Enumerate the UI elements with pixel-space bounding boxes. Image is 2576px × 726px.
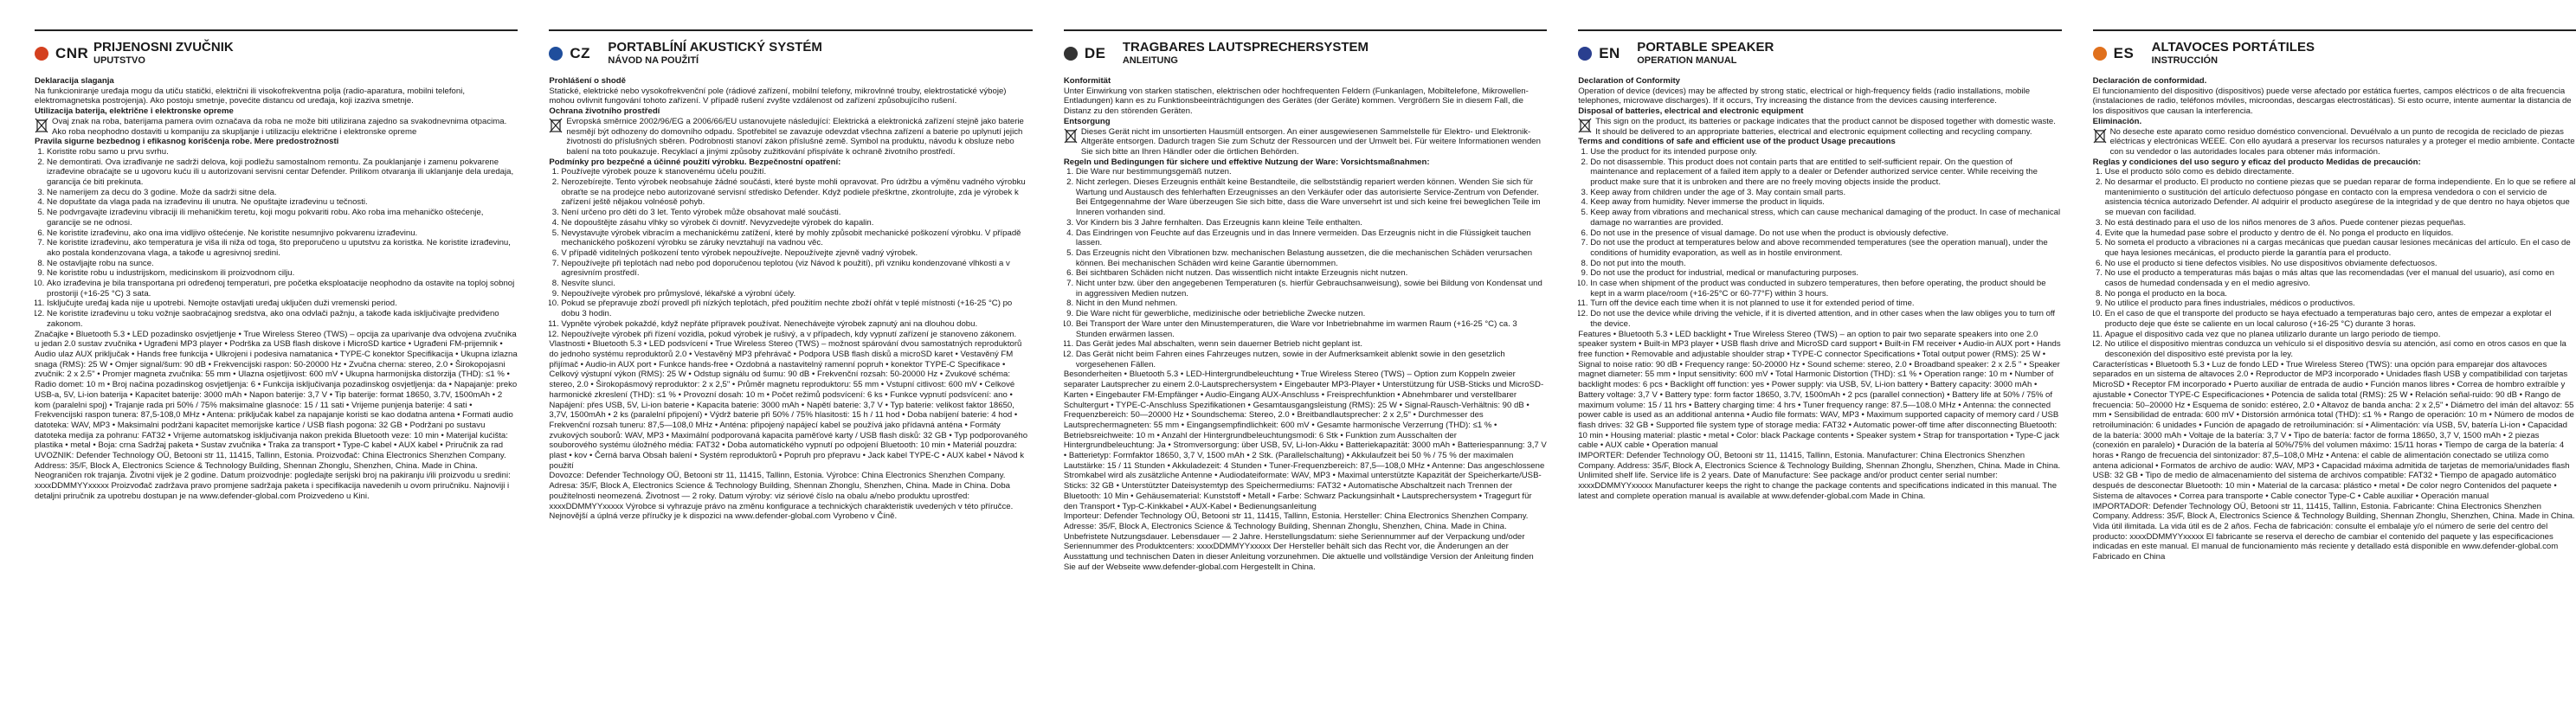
safety-item: 3. No está destinado para el uso de los niños menores de 3 años. Puede contener piezas pequeñas. — [2105, 218, 2576, 228]
specifications-text: Vlastnosti • Bluetooth 5.3 • LED podsvícení • True Wireless Stereo (TWS) – možnost spárování dvou samostatných reproduktorů do jednoho systému reproduktorů 2.0 • Vestavěný MP3 přehrávač • Podpora USB flash disků a microSD karet • Vestavěný FM přijímač • Audio-in AUX port • Funkce hands-free • Ozdobná a nastavitelný ramenní popruh • konektor TYPE-C Specifikace • Celkový výstupní výkon (RMS): 25 W • Odstup signálu od šumu: 90 dB • Frekvenční rozsah: 50-20000 Hz • Zvukové schéma: stereo, 2.0 • Širokopásmový reproduktor: 2 x 2,5" • Průměr magnetu reproduktoru: 55 mm • Vstupní citlivost: 600 mV • Celkové harmonické zkreslení (THD): ≤1 % • Provozní dosah: 10 m • Počet režimů podsvícení: 6 ks • Funkce vypnutí podsvícení: ano • Napájení: přes USB, 5V, Li-ion baterie • Kapacita baterie: 3000 mAh • Napětí baterie: 3,7 V • Typ baterie: velikost faktor 18650, 3,7V, 1500mAh • 2 ks (paralelní připojení) • Výdrž baterie při 50% / 75% hlasitosti: 15 h / 11 hod • Doba nabíjení baterie: 4 hod • Frekvenční rozsah tuneru: 87,5—108,0 MHz • Anténa: připojený napájecí kabel se používá jako přídavná anténa • Formáty zvukových souborů: WAV, MP3 • Maximální podporovaná kapacita paměťové karty / USB flash disků: 32 GB • Typ podporovaného souborového systému úložného média: FAT32 • Doba automatického vypnutí po odpojení Bluetooth: 10 min • Materiál pouzdra: plast • kov • Černá barva Obsah balení • Systém reproduktorů • Popruh pro přepravu • Jack kabel TYPE-C • AUX kabel • Návod k použití — [549, 339, 1028, 471]
column-header — [549, 29, 1032, 71]
language-code: ES — [2113, 45, 2135, 61]
safety-item: 8. Ne ostavljajte robu na sunce. — [47, 259, 518, 269]
safety-item: 9. Nepoužívejte výrobek pro průmyslové, lékařské a výrobní účely. — [561, 289, 1032, 299]
safety-item: 8. No ponga el producto en la boca. — [2105, 289, 2576, 299]
safety-heading: Podmínky pro bezpečné a účinné použití výrobku. Bezpečnostní opatření: — [549, 157, 841, 167]
disposal-block — [1578, 117, 2061, 137]
declaration-heading: Declaration of Conformity — [1578, 76, 1681, 86]
safety-item: 4. Ne dopouštějte zásahu vlhky so výrobek či dovnitř. Nevyzvedejte výrobek do kapalin. — [561, 218, 1032, 228]
manufacturer-info: IMPORTADOR: Defender Technology OÜ, Betooni str 11, 11415, Tallinn, Estonia. Fabricante: China Electronics Shenzhen Company. Address: 35/F, Block A, Electronics Science & Technology Building, Shennan Zhonglu, Shenzhen, China. Made in China. Vida útil ilimitada. La vida útil es de 2 años. Fecha de fabricación: consulte el embalaje y/o el número de serie del centro del producto: xxxxDDMMYYxxxxx El fabricante se reserva el derecho de cambiar el contenido del paquete y las especificaciones indicadas en este manual. El manual de funcionamiento más reciente y detallado está disponible en www.defender-global.com Fabricado en China — [2092, 501, 2575, 562]
safety-item: 12. Do not use the device while driving the vehicle, if it is diverted attention, and in other cases when the law obliges you to turn off the device. — [1590, 309, 2061, 329]
declaration-heading: Declaración de conformidad. — [2092, 76, 2207, 86]
safety-item: 10. Ako izrađevina je bila transportana pri određenoj temperaturi, pre početka eksploatacije neophodno da ostavite na toploj sobnoj prostoriji (+16-25 °C) 3 sata. — [47, 279, 518, 299]
disposal-text: No deseche este aparato como residuo doméstico convencional. Devuélvalo a un punto de recogida de reciclado de piezas eléctricas y electrónicas WEEE. Con ello ayudará a preservar los recursos naturales y a proteger el medio ambiente. Contacte con su vendedor o las autoridades locales para obtener más información. — [2109, 126, 2575, 157]
manufacturer-info: Dovozce: Defender Technology OÜ, Betooni str 11, 11415, Tallinn, Estonia. Výrobce: China Electronics Shenzhen Company. Adresa: 35/F, Block A, Electronics Science & Technology Building, Shennan Zhonglu, Shenzhen, China. Made in China. Doba použitelnosti neomezená. Životnost — 2 roky. Datum výroby: viz sériové číslo na obalu a/nebo produktu uprostřed: xxxxDDMMYYxxxxx Výrobce si vyhrazuje právo na změnu konfigurace a technických charakteristik uvedených v této příručce. Nejnovější a úplná verze příručky je k dispozici na www.defender-global.com Vyrobeno v Číně. — [549, 471, 1014, 522]
disposal-heading: Ochrana životního prostředí — [549, 106, 660, 117]
safety-item: 11. Isključujte uređaj kada nije u upotrebi. Nemojte ostavljati uređaj uključen duži vremenski period. — [47, 299, 518, 309]
specifications-text: Besonderheiten • Bluetooth 5.3 • LED-Hintergrundbeleuchtung • True Wireless Stereo (TWS) – Option zum Koppeln zweier separater Lautsprecher zu einem 2.0-Lautsprechersystem • Eingebauter MP3-Player • Unterstützung für USB-Sticks und MicroSD-Karten • Eingebauter FM-Empfänger • Audio-Eingang AUX-Anschluss • Freisprechfunktion • Abnehmbarer und verstellbarer Schultergurt • TYPE-C-Anschluss Spezifikationen • Gesamtausgangsleistung (RMS): 25 W • Signal-Rausch-Verhältnis: 90 dB • Frequenzbereich: 50—20000 Hz • Soundschema: Stereo, 2.0 • Breitbandlautsprecher: 2 x 2,5" • Durchmesser des Lautsprechermagneten: 55 mm • Eingangsempfindlichkeit: 600 mV • Gesamte harmonische Verzerrung (THD): ≤1 % • Betriebsreichweite: 10 m • Anzahl der Hintergrundbeleuchtungsmodi: 6 Stk • Funktion zum Ausschalten der Hintergrundbeleuchtung: Ja • Stromversorgung: über USB, 5V, Li-Ion-Akku • Batteriekapazität: 3000 mAh • Batteriespannung: 3,7 V • Batterietyp: Formfaktor 18650, 3,7 V, 1500 mAh • 2 Stk. (Parallelschaltung) • Akkulaufzeit bei 50 % / 75 % der maximalen Lautstärke: 15 / 11 Stunden • Akkuladezeit: 4 Stunden • Tuner-Frequenzbereich: 87,5—108,0 MHz • Antenne: Das angeschlossene Stromkabel wird als zusätzliche Antenne • Audiodateiformate: WAV, MP3 • Maximal unterstützte Kapazität der Speicherkarte/USB-Sticks: 32 GB • Unterstützter Dateisystemtyp des Speichermediums: FAT32 • Automatische Abschaltzeit nach Trennen der Bluetooth: 10 Min • Gehäusematerial: Kunststoff • Metall • Farbe: Schwarz Packungsinhalt • Lautsprechersystem • Tragegurt für den Transport • Typ-C-Kinkkabel • AUX-Kabel • Bedienungsanleitung — [1063, 369, 1547, 511]
safety-item: 3. Ne namerijem za decu do 3 godine. Može da sadrži sitne dela. — [47, 188, 518, 198]
safety-item: 3. Není určeno pro děti do 3 let. Tento výrobek může obsahovat malé součásti. — [561, 208, 1032, 218]
crossed-bin-icon — [35, 117, 48, 134]
safety-item: 4. Keep away from humidity. Never immerse the product in liquids. — [1590, 197, 2061, 208]
safety-item: 2. No desarmar el producto. El producto no contiene piezas que se puedan reparar de forma independiente. En lo que se refiere al mantenimiento o sustitución del artículo defectuoso póngase en contacto con la empresa vendedora o con el servicio de asistencia técnica autorizado Defender. Al adquirir el producto asegúrese de la integridad y de que dentro no haya objetos que se muevan con facilidad. — [2105, 177, 2576, 218]
safety-item: 7. Do not use the product at temperatures below and above recommended temperatures (see the operation manual), under the conditions of humidity evaporation, as well as in hostile environment. — [1590, 238, 2061, 258]
declaration-text: Operation of device (devices) may be affected by strong static, electrical or high-frequency fields (radio installations, mobile telephones, microwave discharges). If it occurs, Try increasing the distance from the devices causing interference. — [1578, 86, 2031, 106]
safety-item: 8. Do not put into the mouth. — [1590, 259, 2061, 269]
disposal-text: Dieses Gerät nicht im unsortierten Hausmüll entsorgen. An einer ausgewiesenen Sammelstelle für Elektro- und Elektronik-Altgeräte entsorgen. Dadurch tragen Sie zum Schutz der Ressourcen und der Umwelt bei. Für weitere Informationen wenden Sie sich bitte an Ihren Händler oder die örtlichen Behörden. — [1080, 126, 1541, 157]
safety-item: 2. Do not disassemble. This product does not contain parts that are entitled to self-sufficient repair. On the question of maintenance and replacement of a failed item apply to a dealer or Defender authorized service center. While receiving the product make sure that it is unbroken and there are no freely moving objects inside the product. — [1590, 157, 2061, 188]
disposal-heading: Disposal of batteries, electrical and electronic equipment — [1578, 106, 1804, 117]
safety-item: 8. Nicht in den Mund nehmen. — [1076, 299, 1547, 309]
column-header — [1064, 29, 1547, 71]
product-title: ALTAVOCES PORTÁTILES — [2151, 40, 2315, 55]
safety-item: 5. Ne podvrgavajte izrađevinu vibraciji ili mehaničkim teretu, koji mogu pokvariti robu. Ako roba ima mehaničko oštećenje, garancije se ne odnosi. — [47, 208, 518, 228]
column-header — [1578, 29, 2061, 71]
manual-subtitle: INSTRUCCIÓN — [2151, 55, 2219, 66]
title-block — [2152, 41, 2315, 67]
safety-item: 2. Ne demontirati. Ova izrađivanje ne sadrži delova, koji podležu samostalnom remontu. Za pouklanjanje i zamenu pokvarene izrađevine obraćajte se u ugovoru kuću ili u autorizovani servisni centar Defender. Prilikom otvaranja ili uklanjanje dela uredaja, garancija će biti prekinuta. — [47, 157, 518, 188]
safety-heading: Regeln und Bedingungen für sichere und effektive Nutzung der Ware: Vorsichtsmaßnahmen: — [1063, 157, 1430, 167]
safety-heading: Pravila sigurne bezbednog i efikasnog korišćenja robe. Mere predostrožnosti — [35, 137, 339, 147]
safety-item: 11. Turn off the device each time when it is not planned to use it for extended period of time. — [1590, 299, 2061, 309]
title-block — [1637, 41, 1774, 67]
safety-item: 7. No use el producto a temperaturas más bajas o más altas que las recomendadas (ver el manual del usuario), así como en casos de humedad condensada y en el medio agresivo. — [2105, 268, 2576, 288]
safety-item: 8. Nesvíte slunci. — [561, 279, 1032, 289]
safety-item: 4. Ne dopuštate da vlaga pada na izrađevinu ili unutra. Ne opuštajte izrađevinu u tečnosti. — [47, 197, 518, 208]
flag-icon — [1578, 47, 1592, 61]
disposal-block — [35, 117, 518, 137]
safety-item: 6. No use el producto si tiene defectos visibles. No use dispositivos obviamente defectuosos. — [2105, 259, 2576, 269]
safety-item: 1. Use el producto sólo como es debido directamente. — [2105, 167, 2576, 177]
language-code: CNR — [55, 45, 89, 61]
safety-item: 9. Ne koristite robu u industrijskom, medicinskom ili proizvodnom cilju. — [47, 268, 518, 279]
title-block — [1123, 41, 1368, 67]
product-title: PORTABLÍNÍ AKUSTICKÝ SYSTÉM — [608, 40, 822, 55]
safety-item: 4. Das Eindringen von Feuchte auf das Erzeugnis und in das Innere vermeiden. Das Erzeugnis nicht in die Flüssigkeit tauchen lassen. — [1076, 228, 1547, 248]
safety-list — [1064, 167, 1547, 369]
safety-item: 12. No utilice el dispositivo mientras conduzca un vehículo si el dispositivo desvía su atención, así como en otros casos en que la desconexión del dispositivo esté prevista por la ley. — [2105, 339, 2576, 359]
column-cz — [549, 0, 1032, 726]
declaration-heading: Konformität — [1063, 76, 1111, 86]
safety-item: 7. Ne koristite izrađevinu, ako temperatura je viša ili niža od toga, što preporučeno u uputstvu za koristka. Ne koristite izrađevinu, ako postala kondenzovana vlaga, a takođe u agresivnoj sredini. — [47, 238, 518, 258]
safety-item: 11. Apague el dispositivo cada vez que no planea utilizarlo durante un largo periodo de tiempo. — [2105, 330, 2576, 340]
manual-body — [1578, 76, 2061, 502]
crossed-bin-icon — [2093, 127, 2107, 145]
declaration-text: Unter Einwirkung von starken statischen, elektrischen oder hochfrequenten Feldern (Funkanlagen, Mobiltelefone, Mikrowellen-Entladungen) kann es zu Funktionsbeeinträchtigungen des Gerätes (der Geräte) kommen. Vergrößern Sie in diesem Fall, die Distanz zu den störenden Geräten. — [1063, 86, 1529, 117]
crossed-bin-icon — [549, 117, 563, 134]
language-code: DE — [1084, 45, 1106, 61]
safety-item: 4. Evite que la humedad pase sobre el producto y dentro de él. No ponga el producto en líquidos. — [2105, 228, 2576, 239]
safety-item: 5. Keep away from vibrations and mechanical stress, which can cause mechanical damaging of the product. In case of mechanical damage no warranties are provided. — [1590, 208, 2061, 228]
flag-icon — [2093, 47, 2107, 61]
safety-item: 5. No someta el producto a vibraciones ni a cargas mecánicas que puedan causar lesiones mecánicas del artículo. En el caso de que haya lesiones mecánicas, el producto pierde la garantía para el producto. — [2105, 238, 2576, 258]
column-header — [2093, 29, 2576, 71]
declaration-heading: Prohlášení o shodě — [549, 76, 626, 86]
disposal-heading: Entsorgung — [1063, 116, 1111, 126]
flag-icon — [549, 47, 563, 61]
disposal-heading: Utilizacija baterija, električne i elektronske opreme — [35, 106, 234, 117]
safety-item: 12. Nepoužívejte výrobek při řízení vozidla, pokud výrobek je rušivý, a v případech, kdy vypnutí zařízení je stanoveno zákonem. — [561, 330, 1032, 340]
manual-body — [2093, 76, 2576, 562]
manufacturer-info: IMPORTER: Defender Technology OÜ, Betooni str 11, 11415, Tallinn, Estonia. Manufacturer: China Electronics Shenzhen Company. Address: 35/F, Block A, Electronics Science & Technology Building, Shennan Zhonglu, Shenzhen, China. Made in China. Unlimited shelf life. Service life is 2 years. Date of Manufacture: See package and/or product center serial number: xxxxDDMMYYxxxxx Manufacturer keeps the right to change the package contents and specifications indicated in this manual. The latest and complete operation manual is available at www.defender-global.com Made in China. — [1578, 451, 2061, 501]
safety-item: 11. Vypněte výrobek pokaždé, když nepřáte přípravek používat. Nenechávejte výrobek zapnutý ani na dlouhou dobu. — [561, 319, 1032, 330]
disposal-heading: Eliminación. — [2092, 116, 2142, 126]
declaration-heading: Deklaracija slaganja — [35, 76, 114, 86]
manual-body — [1064, 76, 1547, 572]
specifications-text: Features • Bluetooth 5.3 • LED backlight • True Wireless Stereo (TWS) – an option to pair two separate speakers into one 2.0 speaker system • Built-in MP3 player • USB flash drive and MicroSD card support • Built-in FM receiver • Audio-in AUX port • Hands free function • Removable and adjustable shoulder strap • TYPE-C connector Specifications • Total output power (RMS): 25 W • Signal to noise ratio: 90 dB • Frequency range: 50-20000 Hz • Sound scheme: stereo, 2.0 • Broadband speaker: 2 x 2.5 " • Speaker magnet diameter: 55 mm • Input sensitivity: 600 mV • Total Harmonic Distortion (THD): ≤1 % • Operation range: 10 m • Number of backlight modes: 6 pcs • Backlight off function: yes • Power supply: via USB, 5V, Li-ion battery • Battery capacity: 3000 mAh • Battery voltage: 3,7 V • Battery type: form factor 18650, 3.7V, 1500mAh • 2 pcs (parallel connection) • Battery life at 50% / 75% of maximum volume: 15 / 11 hrs • Battery charging time: 4 hrs • Tuner frequency range: 87.5—108.0 MHz • Antenna: the connected power cable is used as an additional antenna • Audio file formats: WAV, MP3 • Maximum supported capacity of memory card / USB flash drives: 32 GB • Supported file system type of storage media: FAT32 • Automatic power-off time after disconnecting Bluetooth: 10 min • Housing material: plastic • metal • Color: black Package contents • Speaker system • Strap for transportation • Type-C jack cable • AUX cable • Operation manual — [1578, 329, 2061, 451]
safety-list — [35, 147, 518, 330]
safety-item: 1. Koristite robu samo u prvu svrhu. — [47, 147, 518, 157]
declaration-text: El funcionamiento del dispositivo (dispositivos) puede verse afectado por estática fuertes, campos eléctricos o de alta frecuencia (instalaciones de radio, teléfonos móviles, microondas, descargas electrostáticas). Si esto ocurre, intente aumentar la distancia de los dispositivos que causan la interferencia. — [2092, 86, 2572, 117]
product-title: PRIJENOSNI ZVUČNIK — [93, 40, 234, 55]
safety-item: 5. Das Erzeugnis nicht den Vibrationen bzw. mechanischen Belastung aussetzen, die die mechanischen Schäden verursachen können. Bei mechanischen Schäden wird keine Garantie übernommen. — [1076, 248, 1547, 268]
manual-body — [549, 76, 1032, 522]
safety-item: 10. Bei Transport der Ware unter den Minustemperaturen, die Ware vor Inbetriebnahme im warmen Raum (+16-25 °C) ca. 3 Stunden erwärmen lassen. — [1076, 319, 1547, 339]
safety-item: 10. En el caso de que el transporte del producto se haya efectuado a temperaturas bajo cero, antes de empezar a explotar el producto deje que éste se caliente en un local caluroso (+16-25 °C) durante 3 horas. — [2105, 309, 2576, 329]
safety-item: 6. V případě viditelných poškození tento výrobek nepoužívejte. Nepoužívejte zjevně vadný výrobek. — [561, 248, 1032, 259]
language-code: EN — [1599, 45, 1620, 61]
safety-item: 12. Ne koristite izrađevinu u toku vožnje saobraćajnog sredstva, ako ona odvlači pažnju, a takođe kada isključivajte predviđeno zakonom. — [47, 309, 518, 329]
column-es — [2093, 0, 2576, 726]
column-de — [1064, 0, 1547, 726]
safety-item: 6. Ne koristite izrađevinu, ako ona ima vidljivo oštećenje. Ne koristite nesumnjivo pokvarenu izrađevinu. — [47, 228, 518, 239]
safety-heading: Reglas y condiciones del uso seguro y eficaz del producto Medidas de precaución: — [2092, 157, 2421, 167]
safety-list — [1578, 147, 2061, 330]
crossed-bin-icon — [1578, 117, 1592, 134]
safety-item: 6. Bei sichtbaren Schäden nicht nutzen. Das wissentlich nicht intakte Erzeugnis nicht nutzen. — [1076, 268, 1547, 279]
flag-icon — [35, 47, 48, 61]
safety-item: 3. Keep away from children under the age of 3. May contain small parts. — [1590, 188, 2061, 198]
declaration-text: Na funkcioniranje uređaja mogu da utiču statički, električni ili visokofrekventna polja (radio-aparatura, mobilni telefoni, elektromagnetska postrojenja). Ako postoju smetnje, povećite distancu od uređaja, koji izaziva smetnje. — [35, 86, 465, 106]
language-code: CZ — [570, 45, 591, 61]
safety-item: 10. Pokud se přepravuje zboží provedl při nízkých teplotách, před použitím nechte zboží ohřát v teplé místnosti (+16-25 °C) po dobu 3 hodin. — [561, 299, 1032, 318]
safety-list — [549, 167, 1032, 339]
column-en — [1578, 0, 2061, 726]
specifications-text: Značajke • Bluetooth 5.3 • LED pozadinsko osvjetljenje • True Wireless Stereo (TWS) – opcija za uparivanje dva odvojena zvučnika u jedan 2.0 sustav zvučnika • Ugrađeni MP3 player • Podrška za USB flash diskove i MicroSD kartice • Ugrađeni FM-prijemnik • Audio ulaz AUX priključak • Hands free funkcija • Ulkrojeni i podesiva namatanica • TYPE-C konektor Specifikacija • Ukupna izlazna snaga (RMS): 25 W • Omjer signal/šum: 90 dB • Frekvencijski raspon: 50-20000 Hz • Zvučna cherna: stereo, 2.0 • Širokopojasni zvučnik: 2 x 2.5" • Promjer magneta zvučnika: 55 mm • Ulazna osjetljivost: 600 mV • Ukupna harmonijska distorzija (THD): ≤1 % • Radio domet: 10 m • Broj načina pozadinskog osvjetljenja: 6 • Funkcija isključivanja pozadinskog osvjetljenja: da • Napajanje: preko USB-a, 5V, Li-ion baterija • Kapacitet baterije: 3000 mAh • Napon baterije: 3,7 V • Tip baterije: format 18650, 3.7V, 1500mAh • 2 kom (paralelni spoj) • Trajanje rada pri 50% / 75% maksimalne glasnoće: 15 / 11 sati • Vrijeme punjenja baterije: 4 sati • Frekvencijski raspon tunera: 87,5-108,0 MHz • Antena: priključak kabel za napajanje koristi se kao dodatna antena • Formati audio datoteka: WAV, MP3 • Maksimalni podržani kapacitet memorijske kartice / USB flash pogona: 32 GB • Podržani po sustavu datoteka medija za pohranu: FAT32 • Vrijeme automatskog isključivanja nakon prekida Bluetooth veze: 10 min • Materijal kućišta: plastika • metal • Boja: crna Sadržaj paketa • Sustav zvučnika • Traka za transport • Type-C kabel • AUX kabel • Priručnik za rad — [35, 329, 518, 451]
safety-list — [2093, 167, 2576, 359]
manual-body — [35, 76, 518, 502]
safety-item: 1. Die Ware nur bestimmungsgemäß nutzen. — [1076, 167, 1547, 177]
disposal-block — [2093, 127, 2576, 157]
manufacturer-info: Importeur: Defender Technology OÜ, Betooni str 11, 11415, Tallinn, Estonia. Hersteller: China Electronics Shenzhen Company. Adresse: 35/F, Block A, Electronics Science & Technology Building, Shennan Zhonglu, Shenzhen, China. Made in China. Unbefristete Nutzungsdauer. Lebensdauer — 2 Jahre. Herstellungsdatum: siehe Seriennummer auf der Verpackung und/oder Seriennummer des Produktcenters: xxxxDDMMYYxxxxx Der Hersteller behält sich das Recht vor, die Änderungen an der Ausstattung und technischen Daten in dieser Anleitung vorzunehmen. Die aktuelle und vollständige Version der Anleitung finden Sie auf der Webseite www.defender-global.com Hergestellt in China. — [1063, 511, 1534, 572]
product-title: TRAGBARES LAUTSPRECHERSYSTEM — [1122, 40, 1368, 55]
crossed-bin-icon — [1064, 127, 1078, 145]
disposal-block — [1064, 127, 1547, 157]
specifications-text: Características • Bluetooth 5.3 • Luz de fondo LED • True Wireless Stereo (TWS): una opción para emparejar dos altavoces separados en un sistema de altavoces 2.0 • Reproductor de MP3 incorporado • Unidades flash USB y compatibilidad con tarjetas MicroSD • Receptor FM incorporado • Puerto auxiliar de entrada de audio • Función manos libres • Correa de hombro extraíble y ajustable • Conector TYPE-C Especificaciones • Potencia de salida total (RMS): 25 W • Relación señal-ruido: 90 dB • Rango de frecuencia: 50–20000 Hz • Esquema de sonido: estéreo, 2.0 • Altavoz de banda ancha: 2 x 2,5" • Diámetro del imán del altavoz: 55 mm • Sensibilidad de entrada: 600 mV • Distorsión armónica total (THD): ≤1 % • Rango de operación: 10 m • Número de modos de retroiluminación: 6 unidades • Función de apagado de retroiluminación: sí • Alimentación: vía USB, 5V, batería Li-ion • Capacidad de la batería: 3000 mAh • Voltaje de la batería: 3,7 V • Tipo de batería: factor de forma 18650, 3,7 V, 1500 mAh • 2 piezas (conexión en paralelo) • Duración de la batería al 50%/75% del volumen máximo: 15/11 horas • Tiempo de carga de la batería: 4 horas • Rango de frecuencia del sintonizador: 87,5–108,0 MHz • Antena: el cable de alimentación conectado se utiliza como antena adicional • Formatos de archivo de audio: WAV, MP3 • Capacidad máxima admitida de tarjetas de memoria/unidades flash USB: 32 GB • Tipo de medio de almacenamiento del sistema de archivos compatible: FAT32 • Tiempo de apagado automático después de desconectar Bluetooth: 10 min • Material de la carcasa: plástico • metal • De color negro Contenidos del paquete • Sistema de altavoces • Correa para transporte • Cable conector Type-C • Cable auxiliar • Operación manual — [2092, 359, 2574, 501]
safety-heading: Terms and conditions of safe and efficient use of the product Usage precautions — [1578, 137, 1896, 147]
manufacturer-info: UVOZNIK: Defender Technology OÜ, Betooni str 11, 11415, Tallinn, Estonia. Proizvođač: China Electronics Shenzhen Company. Address: 35/F, Block A, Electronics Science & Technology Building, Shennan Zhonglu, Shenzhen, China. Made in China. Neograničen rok trajanja. Životni vijek je 2 godine. Datum proizvodnje: pogledajte serijski broj na pakiranju i/ili proizvodu u sredini: xxxxDDMMYYxxxxx Proizvođač zadržava pravo promjene sadržaja paketa i specifikacija navedenih u ovom priručniku. Najnoviji i detaljni priručnik za upotrebu dostupan je na www.defender-global.com Proizvedeno u Kini. — [35, 451, 511, 501]
title-block — [93, 41, 234, 67]
safety-item: 1. Use the product for its intended purpose only. — [1590, 147, 2061, 157]
safety-item: 1. Používejte výrobek pouze k stanovenému účelu použití. — [561, 167, 1032, 177]
safety-item: 9. Do not use the product for industrial, medical or manufacturing purposes. — [1590, 268, 2061, 279]
declaration-text: Statické, elektrické nebo vysokofrekvenční pole (rádiové zařízení, mobilní telefony, mikrovlnné trouby, elektrostatické výboje) mohou ovlivnit fungování tohoto zařízení. V případě rušení zvyšte vzdálenost od zařízení způsobujícího rušení. — [549, 86, 1007, 106]
safety-item: 11. Das Gerät jedes Mal abschalten, wenn sein dauerner Betrieb nicht geplant ist. — [1076, 339, 1547, 350]
manual-subtitle: ANLEITUNG — [1122, 55, 1178, 66]
safety-item: 9. No utilice el producto para fines industriales, médicos o productivos. — [2105, 299, 2576, 309]
safety-item: 9. Die Ware nicht für gewerbliche, medizinische oder betriebliche Zwecke nutzen. — [1076, 309, 1547, 319]
disposal-text: This sign on the product, its batteries or package indicates that the product cannot be disposed together with domestic waste. It should be delivered to an appropriate batteries, electrical and electronic equipment collecting and recycling company. — [1595, 116, 2056, 137]
disposal-block — [549, 117, 1032, 157]
title-block — [608, 41, 822, 67]
safety-item: 2. Nicht zerlegen. Dieses Erzeugnis enthält keine Bestandteile, die selbstständig repariert werden können. Wenden Sie sich für Wartung und Austausch des fehlerhaften Erzeugnisses an den Verkäufer oder das autorisierte Service-Zentrum von Defender. Bei Entgegennahme der Ware überzeugen Sie sich bitte, dass die Ware unversehrt ist und sich keine frei beweglichen Teile im Inneren vorhanden sind. — [1076, 177, 1547, 218]
safety-item: 2. Nerozebírejte. Tento výrobek neobsahuje žádné součásti, které bystе mohli opravovat. Pro údržbu a výměnu vadného výrobku obraťte se na prodejce nebo autorizované servisní středisko Defender. Když podiele přeškrtne, zkontrolujte, zda je výrobek k zařízení ještě nějakou volnéosě pohyb. — [561, 177, 1032, 208]
manual-subtitle: NÁVOD NA POUŽITÍ — [608, 55, 699, 66]
manual-subtitle: UPUTSTVO — [93, 55, 145, 66]
column-cnr — [35, 0, 518, 726]
manual-subtitle: OPERATION MANUAL — [1637, 55, 1737, 66]
disposal-text: Evropská směrnice 2002/96/EG a 2006/66/EU ustanovujete následující: Elektrická a elektronická zařízení stejně jako baterie nesmějí být odhozeny do domovního odpadu. Spotřebitel se zavazuje odevzdat všechna zařízení a baterie po uplynutí jejich životnosti do příslušných sběren. Podrobnosti stanoví zákon příslušné země. Symbol na produktu, návodu k obsluze nebo balení na toto poukazuje. Recyklací a jinými způsoby zužitkování přispíváte k ochraně životního prostředí. — [566, 116, 1024, 157]
safety-item: 7. Nepoužívejte při teplotách nad nebo pod doporučenou teplotou (viz Návod k použití), při vzniku kondenzované vlhkosti a v agresivním prostředí. — [561, 259, 1032, 279]
safety-item: 7. Nicht unter bzw. über den angegebenen Temperaturen (s. hierfür Gebrauchsanweisung), sowie bei Bildung von Kondensat und in aggressiven Medien nutzen. — [1076, 279, 1547, 299]
safety-item: 10. In case when shipment of the product was conducted in subzero temperatures, then before operating, the product should be kept in a warm place/room (+16-25°C or 60-77°F) within 3 hours. — [1590, 279, 2061, 299]
product-title: PORTABLE SPEAKER — [1637, 40, 1774, 55]
flag-icon — [1064, 47, 1078, 61]
column-header — [35, 29, 518, 71]
safety-item: 12. Das Gerät nicht beim Fahren eines Fahrzeuges nutzen, sowie in der Aufmerksamkeit ablenkt sowie in den gesetzlich vorgesehenen Fällen. — [1076, 350, 1547, 369]
safety-item: 5. Nevystavujte výrobek vibracím a mechanickému zatížení, které by mohly způsobit mechanické poškození výrobku. V případě mechanického poškození výrobku se záruky nevztahují na vadnou věc. — [561, 228, 1032, 248]
safety-item: 6. Do not use in the presence of visual damage. Do not use when the product is obviously defective. — [1590, 228, 2061, 239]
disposal-text: Ovaj znak na roba, baterijama pamera ovim označava da roba ne može biti utilizirana zajedno sa svakodnevnima otpacima. Ako roba neophodno dostaviti u kompaniju za skupljanje i utilizaciju električne i elektronske opreme — [52, 116, 507, 137]
safety-item: 3. Vor Kindern bis 3 Jahre fernhalten. Das Erzeugnis kann kleine Teile enthalten. — [1076, 218, 1547, 228]
